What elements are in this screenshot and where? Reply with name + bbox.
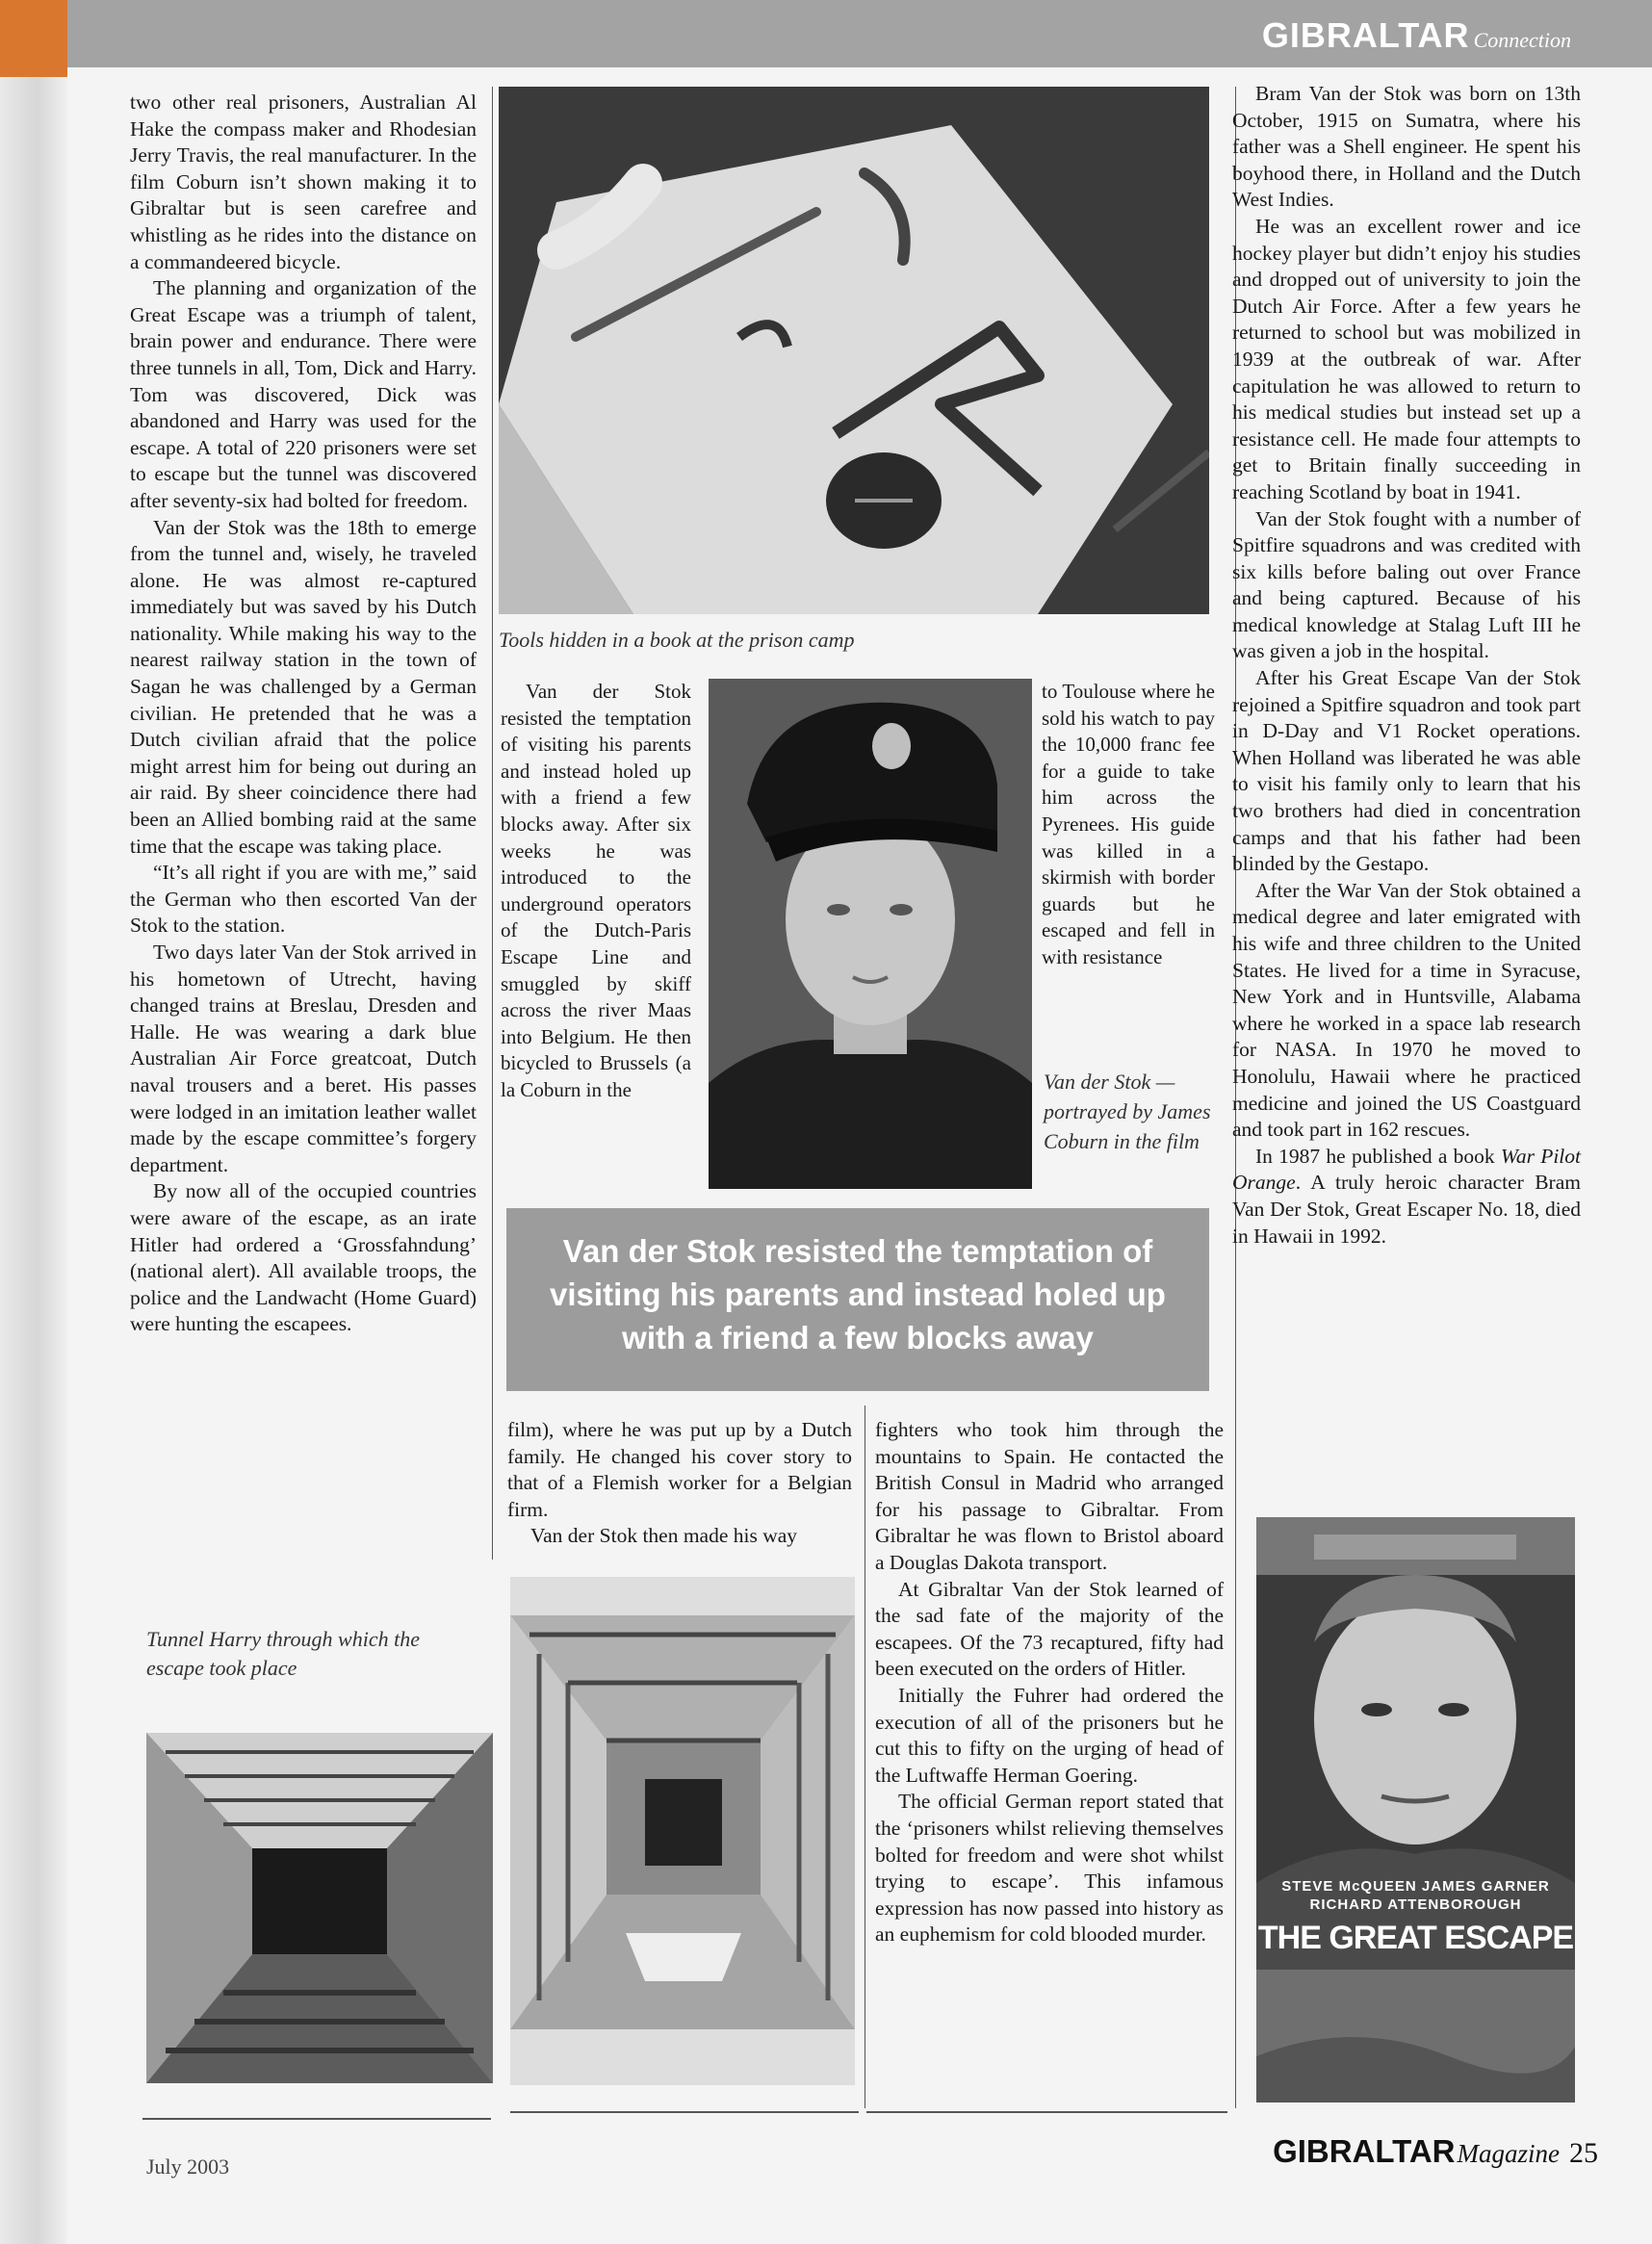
col3b-paragraph: Initially the Fuhrer had ordered the execution of all of the prisoners but he cut this to fifty on the urging of head of the Luftwaffe Herman Goering. <box>875 1683 1224 1787</box>
header-brand <box>1262 15 1571 56</box>
column-3-bottom <box>875 1417 1224 1948</box>
column-rule <box>492 87 493 1560</box>
footer-brand-name: GIBRALTAR <box>1273 2133 1456 2169</box>
col3b-paragraph: The official German report stated that the ‘prisoners whilst relieving themselves bolted for freedom and were shot whilst trying to escape’. This infamous expression has now passed into history as an euphemism for cold blooded murder. <box>875 1790 1224 1947</box>
col4-paragraph: After the War Van der Stok obtained a medical degree and later emigrated with his wife and three children to the United States. He lived for a time in Syracuse, New York and in Huntsville, Alabama where he worked in a space lab research for NASA. In 1970 he moved to Honolulu, Hawaii where he practiced medicine and joined the US Coastguard and took part in 162 rescues. <box>1232 878 1581 1142</box>
col2b-paragraph: film), where he was put up by a Dutch family. He changed his cover story to that of a Flemish worker for a Belgian firm. <box>507 1418 852 1521</box>
page-number: 25 <box>1569 2137 1598 2169</box>
column-4 <box>1232 81 1581 1250</box>
col4-paragraph: Bram Van der Stok was born on 13th October, 1915 on Sumatra, where his father was a Shell engineer. He spent his boyhood there, in Holland and the Dutch West Indies. <box>1232 82 1581 212</box>
pull-quote: Van der Stok resisted the temptation of visiting his parents and instead holed up with a friend a few blocks away <box>506 1208 1209 1391</box>
footer-magazine: Magazine <box>1457 2139 1560 2168</box>
portrait-graphic <box>709 679 1032 1189</box>
portrait-caption: Van der Stok — portrayed by James Coburn in the film <box>1044 1070 1211 1153</box>
tunnel-photo-center <box>510 1577 855 2085</box>
movie-poster <box>1256 1517 1575 2102</box>
column-1 <box>130 90 477 1338</box>
tunnel-caption: Tunnel Harry through which the escape took place <box>146 1627 420 1680</box>
col1-paragraph: Van der Stok was the 18th to emerge from the tunnel and, wisely, he traveled alone. He was almost re-captured immediately but was saved by his Dutch nationality. While making his way to the nearest railway station in the town of Sagan he was challenged by a German civilian. He pretended that he was a Dutch civilian afraid that the police might arrest him for being out during an air raid. By sheer coincidence there had been an Allied bombing raid at the same time that the escape was taking place. <box>130 515 477 858</box>
mid-right-column <box>1042 679 1215 971</box>
col4-paragraph: He was an excellent rower and ice hockey player but didn’t enjoy his studies and dropped out of university to join the Dutch Air Force. After a few years he returned to school but was mobilized in 1939 at the outbreak of war. After capitulation he was allowed to return to his medical studies but instead set up a resistance cell. He made four attempts to get to Britain finally succeeding in reaching Scotland by boat in 1941. <box>1232 214 1581 503</box>
tools-photo <box>499 87 1209 614</box>
bottom-rule <box>142 2118 491 2120</box>
book-title: War Pilot Orange <box>1232 1144 1582 1195</box>
mid-left-column <box>501 679 691 1104</box>
page-spine <box>0 0 67 2244</box>
col1-paragraph: two other real prisoners, Australian Al Hake the compass maker and Rhodesian Jerry Travis, the real manufacturer. In the film Coburn isn’t shown making it to Gibraltar but is seen carefree and whistling as he rides into the distance on a commandeered bicycle. <box>130 90 477 273</box>
poster-cast-line2: RICHARD ATTENBOROUGH <box>1309 1896 1522 1913</box>
col1-paragraph: By now all of the occupied countries were aware of the escape, as an irate Hitler had ordered a ‘Grossfahndung’ (national alert). All available troops, the police and the Landwacht (Home Guard) were hunting the escapees. <box>130 1179 477 1336</box>
poster-title: THE GREAT ESCAPE <box>1257 1920 1574 1956</box>
col4-paragraph: After his Great Escape Van der Stok rejoined a Spitfire squadron and took part in D-Day and V1 Rocket operations. When Holland was liberated he was able to visit his family only to learn that his two brothers had died in concentration camps and that his father had been blinded by the Gestapo. <box>1232 666 1581 876</box>
col2b-paragraph: Van der Stok then made his way <box>530 1524 798 1548</box>
header-brand-sub: Connection <box>1473 28 1571 52</box>
col3b-paragraph: fighters who took him through the mountains to Spain. He contacted the British Consul in Madrid who arranged for his passage to Gibraltar. From Gibraltar he was flown to Bristol aboard a Douglas Dakota transport. <box>875 1418 1224 1574</box>
header-brand-name: GIBRALTAR <box>1261 15 1470 55</box>
col4-last-paragraph <box>1232 1144 1581 1250</box>
spine-color-tab <box>0 0 67 77</box>
col1-paragraph: Two days later Van der Stok arrived in his hometown of Utrecht, having changed trains at Breslau, Dresden and Halle. He was wearing a dark blue Australian Air Force greatcoat, Dutch naval trousers and a beret. His passes were lodged in an imitation leather wallet made by the escape committee’s forgery department. <box>130 941 477 1176</box>
mid-right-text: to Toulouse where he sold his watch to pay the 10,000 franc fee for a guide to take him across the Pyrenees. His guide was killed in a skirmish with border guards but he escaped and fell in with resistance <box>1042 680 1215 968</box>
col4-last-pre: In 1987 he published a book <box>1255 1144 1501 1168</box>
poster-cast-line1: STEVE McQUEEN JAMES GARNER <box>1281 1878 1550 1895</box>
col3b-paragraph: At Gibraltar Van der Stok learned of the sad fate of the majority of the escapees. Of the 73 recaptured, fifty had been executed on the orders of Hitler. <box>875 1577 1224 1681</box>
mid-left-text: Van der Stok resisted the temptation of visiting his parents and instead holed up with a friend a few blocks away. After six weeks he was introduced to the underground operators of the Dutch-Paris Escape Line and smuggled by skiff across the river Maas into Belgium. He then bicycled to Brussels (a la Coburn in the <box>501 680 691 1101</box>
bottom-rule <box>510 2111 859 2113</box>
portrait-photo <box>709 679 1032 1189</box>
tunnel-left-graphic <box>146 1733 493 2083</box>
tunnel-photo-left <box>146 1733 493 2083</box>
col4-last-post: . A truly heroic character Bram Van Der Stok, Great Escaper No. 18, died in Hawaii in 1992. <box>1232 1171 1581 1248</box>
tools-caption: Tools hidden in a book at the prison camp <box>499 628 855 652</box>
tunnel-center-graphic <box>510 1577 855 2085</box>
col1-paragraph: The planning and organization of the Great Escape was a triumph of talent, brain power and endurance. There were three tunnels in all, Tom, Dick and Harry. Tom was discovered, Dick was abandoned and Harry was used for the escape. A total of 220 prisoners were set to escape but the tunnel was discovered after seventy-six had bolted for freedom. <box>130 276 477 512</box>
poster-graphic <box>1256 1517 1575 2102</box>
footer-date: July 2003 <box>146 2154 230 2179</box>
footer-brand <box>1273 2133 1598 2170</box>
column-2-bottom <box>507 1417 852 1550</box>
tools-photo-graphic <box>499 87 1209 614</box>
col1-paragraph: “It’s all right if you are with me,” said the German who then escorted Van der Stok to the station. <box>130 861 477 938</box>
col4-paragraph: Van der Stok fought with a number of Spitfire squadrons and was credited with six kills before baling out over France and being captured. Because of his medical knowledge at Stalag Luft III he was given a job in the hospital. <box>1232 506 1581 663</box>
bottom-rule <box>866 2111 1227 2113</box>
